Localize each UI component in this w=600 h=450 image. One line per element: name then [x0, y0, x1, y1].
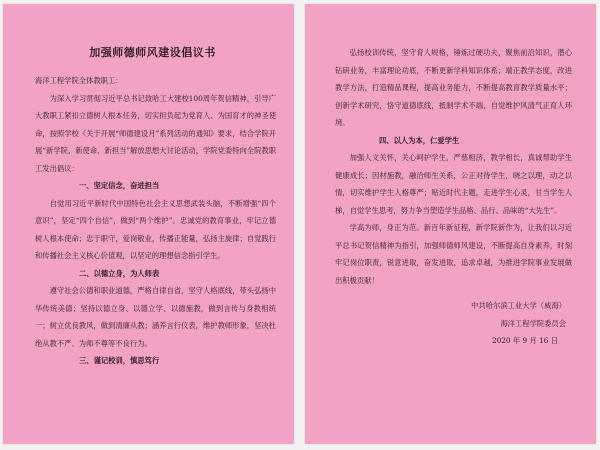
signature-date: 2020 年 9 月 16 日 [492, 336, 558, 345]
section-paragraph-4: 加强人文关怀，关心呵护学生，严慈相济，教学相长，真诚帮助学生健康成长；因材施教，融洽师生关系，公正对待学生，晓之以理，动之以情，切实维护学生人格尊严；贴近时代主题，走进学生心灵，甘当学生人梯，自觉学生思考，努力争当塑造学生品格、品行、品味的“大先生”。 [335, 153, 572, 215]
section-paragraph-2: 遵守社会公德和职业道德，严格自律自省，坚守人格底线，带头弘扬中华传统美德；坚持以德立身、以德立学、以德施教，做到言传与身教相统一；树立优良教风，做到清廉从教；涵养言行仪表，维护教师形象，坚决杜绝从教不严、为师不尊等不良行为。 [35, 286, 276, 348]
section-heading-4: 四、以人为本，仁爱学生 [379, 135, 460, 145]
document-title: 加强师德师风建设倡议书 [89, 46, 216, 59]
section-paragraph-3: 弘扬校训传统，坚守育人规格，锤炼过硬功夫，聚焦前沿知识，潜心钻研业务，丰富理论功底，不断更新学科知识体系；端正教学态度，改进教学方法，打造精品课程，提高业务能力，不断提高教育教学质量水平；创新学术研究，恪守道德底线，抵制学术不端，自觉维护风清气正育人环境。 [335, 48, 572, 127]
document-page-right [305, 4, 596, 444]
closing-paragraph: 学高为师，身正为范。新百年新征程，新学院新作为，让我们以习近平总书记贺信精神为指引，加强师德师风建设，不断提高自身素养，时刻牢记岗位职责，锐意进取，奋发进取，追求卓越，为推进学院事业发展做出积极贡献！ [335, 223, 572, 285]
intro-paragraph: 为深入学习贯彻习近平总书记致哈工大建校100周年贺信精神，引导广大教职工紧扣立德树人根本任务，切实担负起为党育人、为国育才的神圣使命，按照学校《关于开展“师德建设月”系列活动的通知》要求，结合学院开展“新学院、新使命、新担当”解放思想大讨论活动，学院党委特向全院教职工发出倡议： [35, 93, 276, 173]
section-heading-3: 三、谨记校训，慎思笃行 [79, 356, 160, 365]
signature-spacer [335, 289, 572, 297]
salutation: 海洋工程学院全体教职工： [35, 76, 123, 85]
section-paragraph-1: 自觉用习近平新时代中国特色社会主义思想武装头脑，不断增强“四个意识”，坚定“四个自信”，做到“两个维护”。忠诚党的教育事业，牢记立德树人根本使命；忠于职守，爱岗敬业，传播正能量，弘扬主旋律；自觉践行和传播社会主义核心价值观，以坚定的理想信念指引学生。 [35, 198, 276, 260]
signature-organization: 中共哈尔滨工业大学（威海） [471, 301, 566, 310]
signature-committee: 海洋工程学院委员会 [500, 318, 566, 328]
section-heading-1: 一、坚定信念，奋进担当 [79, 181, 160, 190]
section-heading-2: 二、以德立身，为人师表 [79, 268, 160, 278]
document-page-left [3, 4, 294, 444]
